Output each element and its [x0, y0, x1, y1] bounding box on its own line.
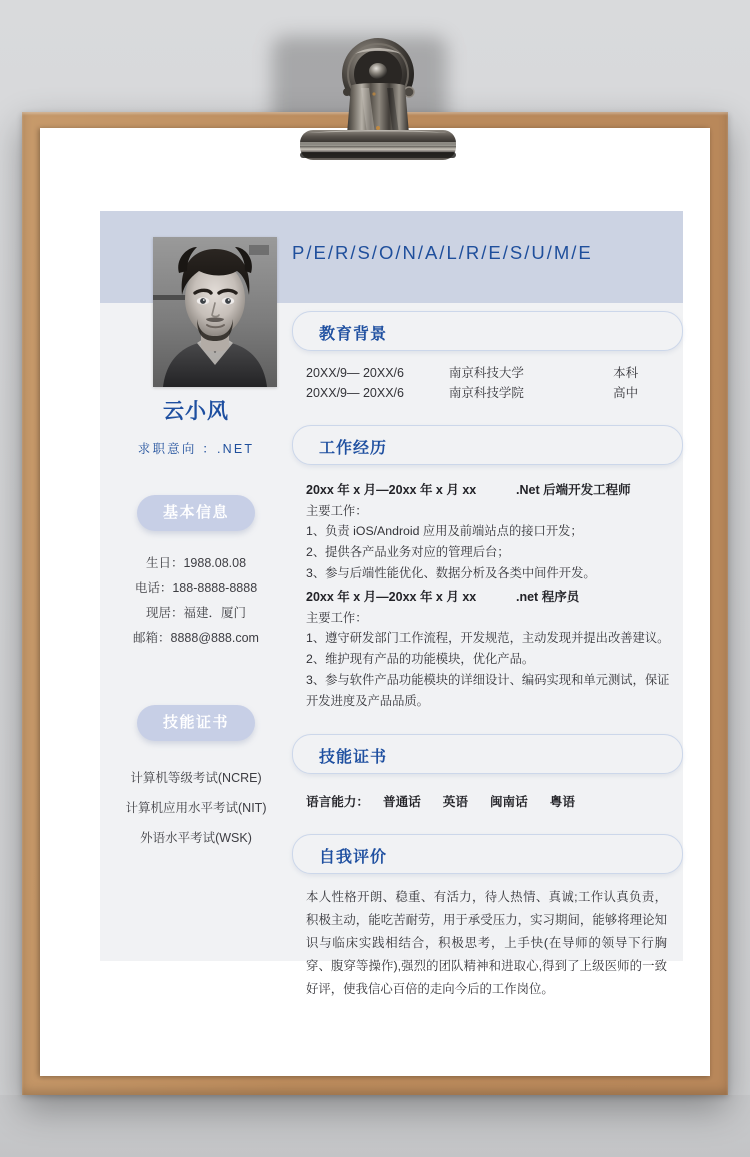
section-title: 工作经历: [319, 440, 388, 457]
work-entry: [306, 586, 671, 712]
section-body-self-evaluation: [292, 884, 683, 1001]
section-body-education: [292, 361, 683, 403]
work-subtitle: 主要工作：: [306, 504, 368, 518]
education-date: 20XX/9— 20XX/6: [306, 366, 404, 380]
work-entry: [306, 479, 671, 584]
work-date: 20xx 年 x 月—20xx 年 x 月 xx: [306, 483, 477, 497]
section-heading-self-evaluation: [292, 834, 683, 874]
page-title: P/E/R/S/O/N/A/L/R/E/S/U/M/E: [292, 242, 593, 263]
education-date: 20XX/9— 20XX/6: [306, 386, 404, 400]
language-label: 语言能力：: [306, 795, 369, 809]
clip-graphic: [283, 30, 473, 170]
section-heading-work: [292, 425, 683, 465]
table-row: [306, 383, 671, 403]
section-title: 自我评价: [319, 849, 388, 866]
table-row: [306, 363, 671, 383]
clipboard-board: [22, 112, 728, 1095]
list-item: 1、负责 iOS/Android 应用及前端站点的接口开发；: [306, 524, 583, 538]
spacer: [292, 403, 683, 425]
self-evaluation-text: 本人性格开朗、稳重、有活力，待人热情、真诚;工作认真负责，积极主动，能吃苦耐劳，用于承受压力，实习期间，能够将理论知识与临床实践相结合，积极思考，上手快(在导师的领导下行胸穿、腹穿等操作),强烈的团队精神和进取心,得到了上级医师的一致好评，使我信心百倍的走向今后的工作岗位。: [306, 890, 667, 996]
resume-content: [100, 211, 683, 996]
section-title: 教育背景: [319, 326, 388, 343]
list-item: 外语水平考试(WSK): [140, 831, 252, 845]
avatar: [153, 237, 277, 387]
candidate-name: 云小风: [163, 400, 229, 423]
basic-info-list: [100, 551, 292, 651]
list-item: 3、参与后端性能优化、数据分析及各类中间件开发。: [306, 566, 596, 580]
sidebar: [100, 387, 292, 853]
work-date: 20xx 年 x 月—20xx 年 x 月 xx: [306, 590, 477, 604]
list-item: 1、遵守研发部门工作流程，开发规范，主动发现并提出改善建议。: [306, 631, 670, 645]
spacer: [292, 812, 683, 834]
list-item: 邮箱：8888@888.com: [133, 631, 259, 645]
background-surface-bottom: [0, 1095, 750, 1157]
work-entry-header: [306, 479, 671, 501]
education-school: 南京科技学院: [448, 386, 524, 400]
resume-paper: [40, 128, 710, 1076]
education-school: 南京科技大学: [448, 366, 524, 380]
list-item: 2、维护现有产品的功能模块，优化产品。: [306, 652, 535, 666]
language-item: 普通话: [382, 795, 421, 809]
education-degree: 本科: [613, 366, 639, 380]
portrait-photo: [153, 237, 277, 387]
job-objective: 求职意向 ：.NET: [137, 442, 255, 456]
work-entry-header: [306, 586, 671, 608]
section-heading-skills: [292, 734, 683, 774]
list-item: 2、提供各产品业务对应的管理后台；: [306, 545, 510, 559]
language-item: 粤语: [549, 795, 575, 809]
language-item: 英语: [442, 795, 468, 809]
work-position: .net 程序员: [516, 590, 580, 604]
list-item: 现居：福建．厦门: [145, 606, 246, 620]
list-item: 计算机等级考试(NCRE): [130, 771, 262, 785]
certificate-list: [100, 763, 292, 853]
work-position: .Net 后端开发工程师: [516, 483, 631, 497]
section-heading-education: [292, 311, 683, 351]
language-ability-row: [306, 792, 671, 812]
main-column: [292, 311, 683, 1001]
section-body-work: [292, 475, 683, 712]
list-item: 3、参与软件产品功能模块的详细设计、编码实现和单元测试，保证开发进度及产品品质。: [306, 673, 670, 708]
section-body-skills: [292, 784, 683, 812]
bulldog-clip: [283, 30, 473, 170]
list-item: 电话：188-8888-8888: [134, 581, 258, 595]
list-item: 计算机应用水平考试(NIT): [125, 801, 267, 815]
sidebar-section-certificates: [100, 705, 292, 853]
work-subtitle: 主要工作：: [306, 611, 368, 625]
sidebar-heading-certificates: 技能证书: [137, 705, 255, 741]
sidebar-section-basic-info: [100, 495, 292, 651]
list-item: 生日：1988.08.08: [145, 556, 247, 570]
language-item: 闽南话: [489, 795, 528, 809]
education-degree: 高中: [613, 386, 639, 400]
sidebar-heading-basic-info: 基本信息: [137, 495, 255, 531]
spacer: [292, 712, 683, 734]
section-title: 技能证书: [319, 749, 388, 766]
